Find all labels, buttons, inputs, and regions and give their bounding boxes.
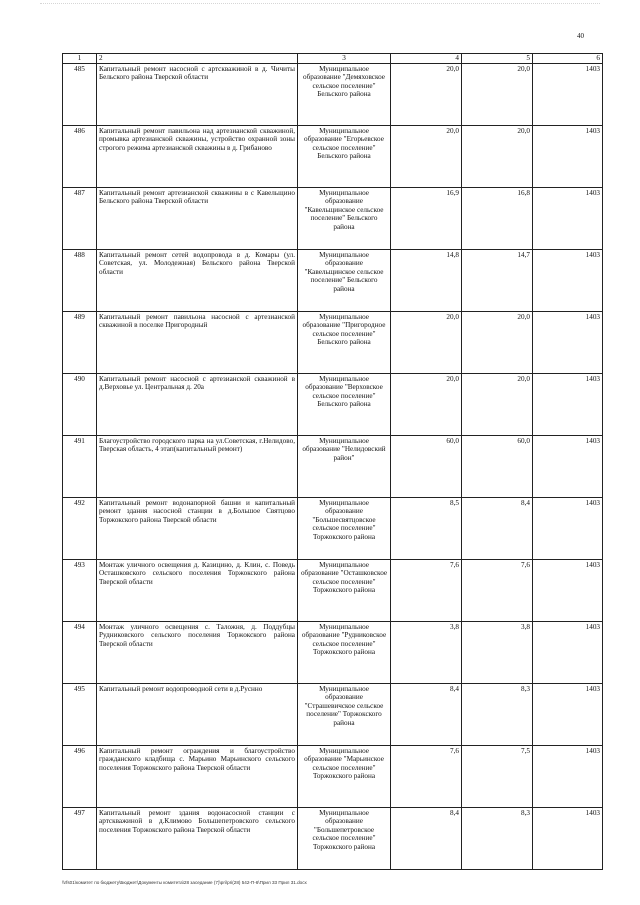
code-col6: 1403 [533, 559, 603, 621]
value-col5: 3,8 [462, 621, 533, 683]
code-col6: 1403 [533, 497, 603, 559]
header-cell-3: 3 [298, 54, 391, 64]
table-row [63, 745, 603, 807]
table-row [63, 435, 603, 497]
header-cell-1: 1 [63, 54, 97, 64]
municipality: Муниципальное образование "Страшевичское сельское поселение" Торжокского района [298, 683, 391, 745]
code-col6: 1403 [533, 683, 603, 745]
header-cell-6: 6 [533, 54, 603, 64]
value-col4: 7,6 [391, 745, 462, 807]
project-name: Капитальный ремонт водонапорной башни и капитальный ремонт здания насосной станции в д.Большое Святцово Торжокского района Тверской области [97, 497, 298, 559]
page-number: 40 [577, 32, 584, 40]
project-name: Капитальный ремонт сетей водопровода в д. Комары (ул. Советская, ул. Молодежная) Бельского района Тверской области [97, 249, 298, 311]
project-name: Капитальный ремонт ограждения и благоустройство гражданского кладбища с. Марьино Марьинского сельского поселения Торжокского района Тверской области [97, 745, 298, 807]
table-row [63, 373, 603, 435]
value-col5: 20,0 [462, 125, 533, 187]
row-number: 490 [63, 373, 97, 435]
value-col4: 20,0 [391, 373, 462, 435]
municipality: Муниципальное образование "Осташковское сельское поселение" Торжокского района [298, 559, 391, 621]
value-col5: 7,5 [462, 745, 533, 807]
code-col6: 1403 [533, 249, 603, 311]
header-cell-5: 5 [462, 54, 533, 64]
municipality: Муниципальное образование "Егорьевское сельское поселение" Бельского района [298, 125, 391, 187]
project-name: Капитальный ремонт артезианской скважины в с Кавельщино Бельского района Тверской области [97, 187, 298, 249]
municipality: Муниципальное образование "Большесвятцовское сельское поселение" Торжокского района [298, 497, 391, 559]
value-col4: 3,8 [391, 621, 462, 683]
municipality: Муниципальное образование "Рудниковское сельское поселение" Торжокского района [298, 621, 391, 683]
code-col6: 1403 [533, 187, 603, 249]
value-col5: 20,0 [462, 311, 533, 373]
value-col4: 8,4 [391, 683, 462, 745]
table-row [63, 125, 603, 187]
municipality: Муниципальное образование "Большепетровское сельское поселение" Торжокского района [298, 807, 391, 869]
scan-artifact-line [40, 3, 600, 8]
value-col5: 14,7 [462, 249, 533, 311]
table-row [63, 683, 603, 745]
header-cell-2: 2 [97, 54, 298, 64]
value-col5: 20,0 [462, 373, 533, 435]
value-col4: 8,4 [391, 807, 462, 869]
code-col6: 1403 [533, 63, 603, 125]
code-col6: 1403 [533, 807, 603, 869]
row-number: 493 [63, 559, 97, 621]
project-name: Монтаж уличного освещения д. Казицино, д. Клин, с. Поведь Осташковского сельского поселения Торжокского района Тверской области [97, 559, 298, 621]
table-row [63, 621, 603, 683]
row-number: 486 [63, 125, 97, 187]
value-col4: 20,0 [391, 125, 462, 187]
project-name: Капитальный ремонт павильона насосной с артезианской скважиной в поселке Пригородный [97, 311, 298, 373]
municipality: Муниципальное образование "Демяховское сельское поселение" Бельского района [298, 63, 391, 125]
value-col4: 8,5 [391, 497, 462, 559]
table-row [63, 249, 603, 311]
table-row [63, 187, 603, 249]
project-name: Капитальный ремонт павильона над артезианской скважиной, промывка артезианской скважины, устройство охранной зоны строгого режима артезианской скважины в д. Грибаново [97, 125, 298, 187]
value-col5: 8,3 [462, 807, 533, 869]
project-name: Благоустройство городского парка на ул.Советская, г.Нелидово, Тверская область, 4 этап(капитальный ремонт) [97, 435, 298, 497]
header-row [63, 54, 603, 64]
value-col5: 16,8 [462, 187, 533, 249]
municipality: Муниципальное образование "Нелидовский район" [298, 435, 391, 497]
municipality: Муниципальное образование "Кавельщинское сельское поселение" Бельского района [298, 249, 391, 311]
value-col5: 8,3 [462, 683, 533, 745]
table-body [63, 63, 603, 869]
footer-file-path: \\rfs01\комитет по бюджету\Бюджет\Документы комитета\28 заседание (7)\pri\pri(28) 542-П-6\Прил 33 Прил 31.docx [62, 880, 307, 885]
project-name: Капитальный ремонт здания водонасосной станции с артскважиной в д.Климово Большепетровского сельского поселения Торжокского района Тверской области [97, 807, 298, 869]
code-col6: 1403 [533, 311, 603, 373]
value-col4: 20,0 [391, 63, 462, 125]
value-col5: 7,6 [462, 559, 533, 621]
project-name: Капитальный ремонт насосной с артезианской скважиной в д.Верховье ул. Центральная д. 20а [97, 373, 298, 435]
row-number: 489 [63, 311, 97, 373]
municipality: Муниципальное образование "Пригородное сельское поселение" Бельского района [298, 311, 391, 373]
table-row [63, 807, 603, 869]
row-number: 485 [63, 63, 97, 125]
project-name: Капитальный ремонт насосной с артскважиной в д. Чичиты Бельского района Тверской области [97, 63, 298, 125]
row-number: 492 [63, 497, 97, 559]
budget-table [62, 53, 603, 870]
value-col4: 60,0 [391, 435, 462, 497]
row-number: 491 [63, 435, 97, 497]
header-cell-4: 4 [391, 54, 462, 64]
value-col4: 14,8 [391, 249, 462, 311]
code-col6: 1403 [533, 125, 603, 187]
code-col6: 1403 [533, 435, 603, 497]
row-number: 494 [63, 621, 97, 683]
table-row [63, 497, 603, 559]
value-col4: 20,0 [391, 311, 462, 373]
table-row [63, 311, 603, 373]
value-col4: 16,9 [391, 187, 462, 249]
municipality: Муниципальное образование "Марьинское сельское поселение" Торжокского района [298, 745, 391, 807]
row-number: 495 [63, 683, 97, 745]
row-number: 497 [63, 807, 97, 869]
row-number: 496 [63, 745, 97, 807]
value-col5: 8,4 [462, 497, 533, 559]
value-col5: 20,0 [462, 63, 533, 125]
municipality: Муниципальное образование "Верховское сельское поселение" Бельского района [298, 373, 391, 435]
project-name: Капитальный ремонт водопроводной сети в д.Руснно [97, 683, 298, 745]
code-col6: 1403 [533, 745, 603, 807]
project-name: Монтаж уличного освещения с. Таложня, д. Поддубцы Рудниковского сельского поселения Торжокского района Тверской области [97, 621, 298, 683]
code-col6: 1403 [533, 373, 603, 435]
table-row [63, 63, 603, 125]
row-number: 487 [63, 187, 97, 249]
row-number: 488 [63, 249, 97, 311]
value-col4: 7,6 [391, 559, 462, 621]
municipality: Муниципальное образование "Кавельщинское сельское поселение" Бельского района [298, 187, 391, 249]
code-col6: 1403 [533, 621, 603, 683]
value-col5: 60,0 [462, 435, 533, 497]
table-row [63, 559, 603, 621]
